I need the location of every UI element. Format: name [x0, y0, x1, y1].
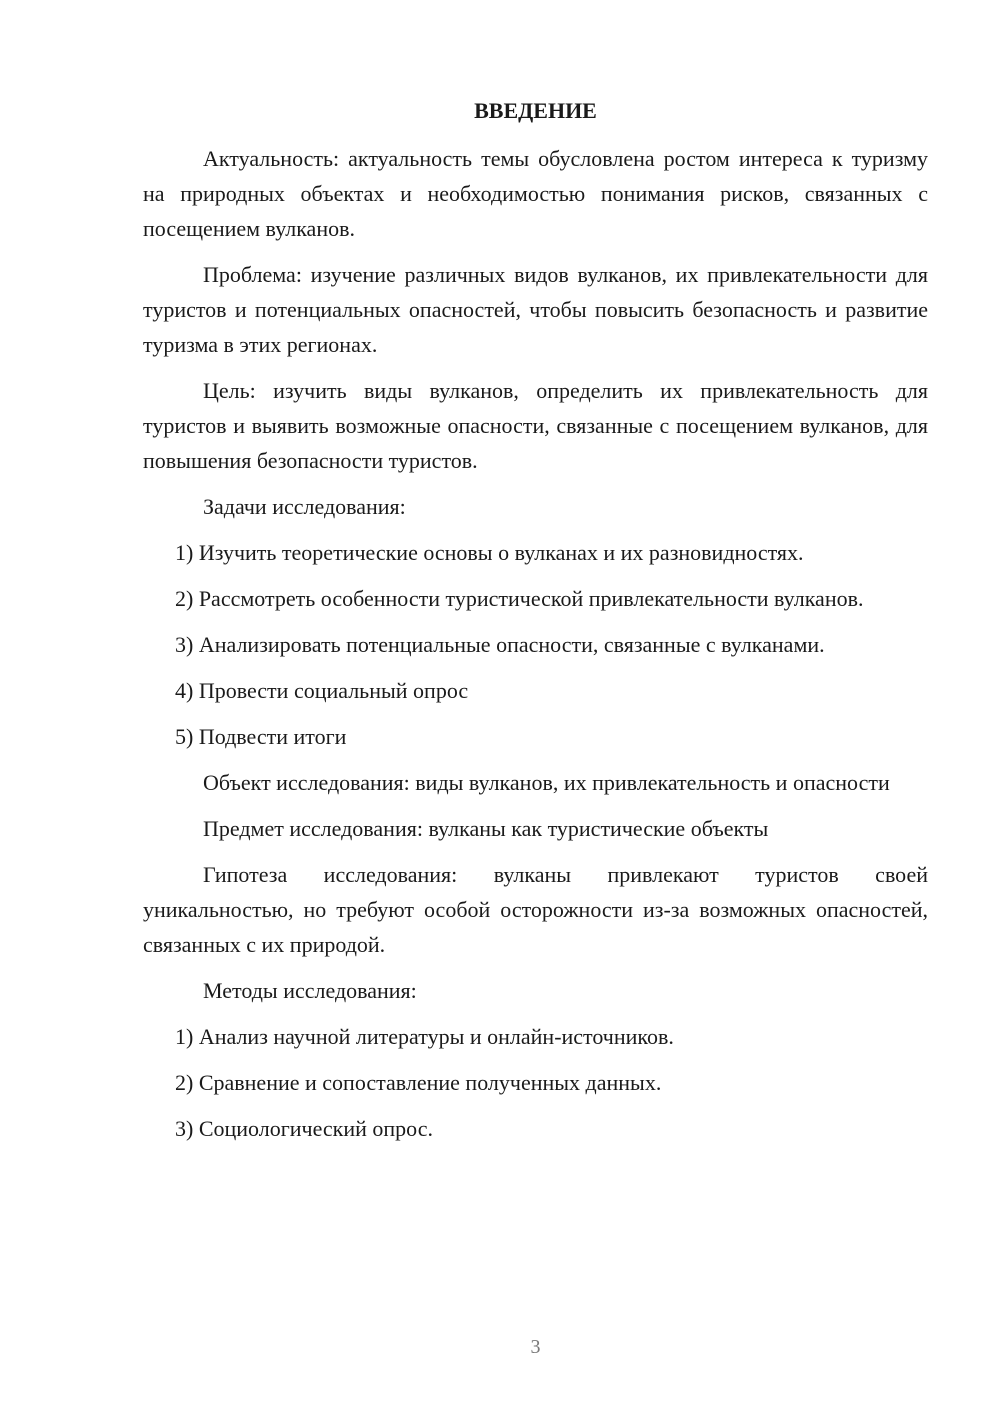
- method-item-1: 1) Анализ научной литературы и онлайн-источников.: [175, 1024, 674, 1049]
- paragraph-relevance: Актуальность: актуальность темы обусловлена ростом интереса к туризму на природных объектах и необходимостью понимания рисков, связанных с посещением вулканов.: [143, 146, 928, 241]
- document-body: [143, 141, 928, 1157]
- paragraph-tasks-heading: Задачи исследования:: [203, 494, 406, 519]
- task-item-4: 4) Провести социальный опрос: [175, 678, 469, 703]
- paragraph-goal: Цель: изучить виды вулканов, определить их привлекательность для туристов и выявить возможные опасности, связанные с посещением вулканов, для повышения безопасности туристов.: [143, 378, 928, 473]
- page-number: 3: [530, 1336, 541, 1358]
- task-item-5: 5) Подвести итоги: [175, 724, 347, 749]
- paragraph-subject: Предмет исследования: вулканы как туристические объекты: [203, 816, 769, 841]
- task-item-2: 2) Рассмотреть особенности туристической привлекательности вулканов.: [175, 586, 864, 611]
- section-title: ВВЕДЕНИЕ: [474, 98, 597, 123]
- method-item-2: 2) Сравнение и сопоставление полученных данных.: [175, 1070, 662, 1095]
- paragraph-methods-heading: Методы исследования:: [203, 978, 417, 1003]
- paragraph-object: Объект исследования: виды вулканов, их привлекательность и опасности: [203, 770, 890, 795]
- task-item-3: 3) Анализировать потенциальные опасности, связанные с вулканами.: [175, 632, 825, 657]
- document-page: [143, 0, 928, 1414]
- paragraph-hypothesis: Гипотеза исследования: вулканы привлекают туристов своей уникальностью, но требуют особой осторожности из-за возможных опасностей, связанных с их природой.: [143, 862, 928, 957]
- paragraph-problem: Проблема: изучение различных видов вулканов, их привлекательности для туристов и потенциальных опасностей, чтобы повысить безопасность и развитие туризма в этих регионах.: [143, 262, 928, 357]
- method-item-3: 3) Социологический опрос.: [175, 1116, 433, 1141]
- task-item-1: 1) Изучить теоретические основы о вулканах и их разновидностях.: [175, 540, 804, 565]
